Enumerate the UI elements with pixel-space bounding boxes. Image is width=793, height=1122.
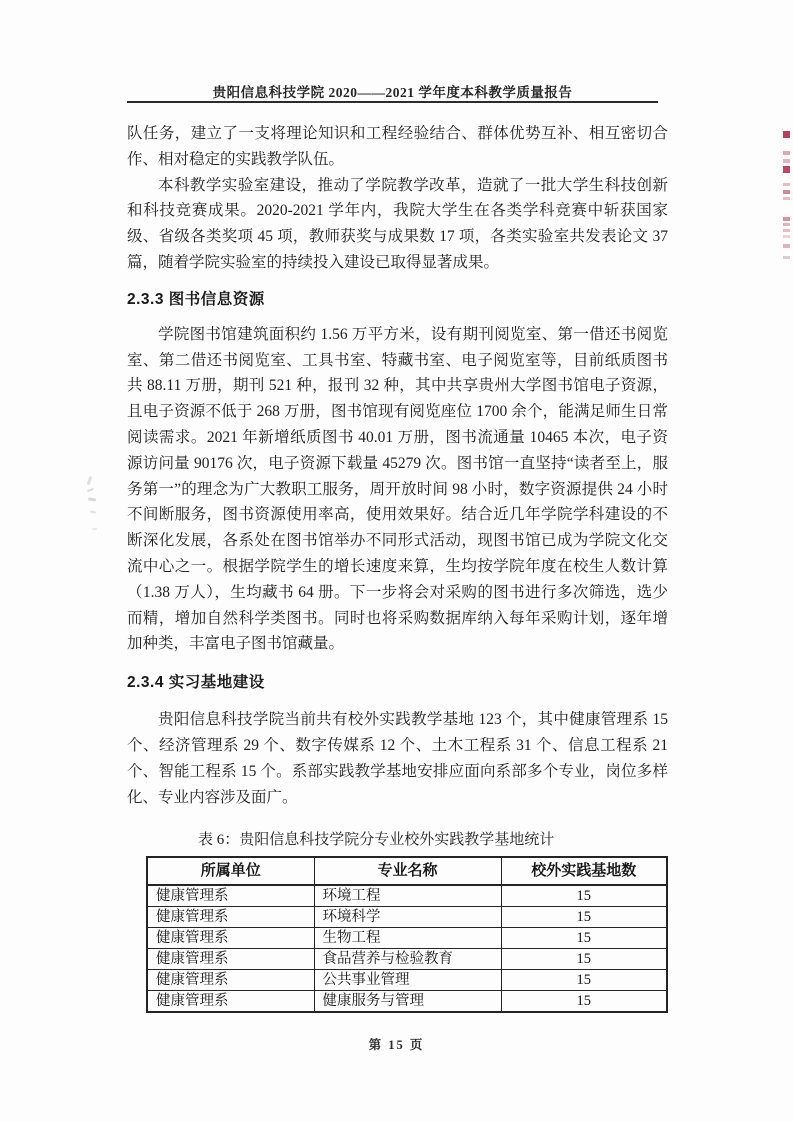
scan-artifact-red-mark [783, 223, 790, 226]
cell-unit: 健康管理系 [147, 970, 314, 991]
column-header-base-count: 校外实践基地数 [501, 857, 667, 885]
cell-base-count: 15 [501, 885, 667, 907]
scan-artifact-red-mark [783, 235, 790, 238]
practice-base-table [146, 856, 668, 1013]
paragraph-practice-bases: 贵阳信息科技学院当前共有校外实践教学基地 123 个，其中健康管理系 15 个、经济管理系 29 个、数字传媒系 12 个、土木工程系 31 个、信息工程系 21 个、智能工程系 15 个。系部实践教学基地安排应面向系部多个专业，岗位多样化、专业内容涉及面广。 [127, 711, 668, 806]
cell-unit: 健康管理系 [147, 928, 314, 949]
scan-artifact-red-mark [783, 217, 790, 221]
scan-artifact-red-mark [783, 190, 790, 194]
cell-unit: 健康管理系 [147, 991, 314, 1013]
scan-artifact-pencil-mark [92, 528, 97, 531]
cell-major: 健康服务与管理 [314, 991, 501, 1013]
cell-base-count: 15 [501, 991, 667, 1013]
scan-artifact-pencil-mark [87, 476, 93, 485]
table-header-row [147, 857, 667, 885]
scan-artifact-red-mark [783, 197, 790, 200]
cell-major: 环境科学 [314, 907, 501, 928]
cell-base-count: 15 [501, 907, 667, 928]
scan-artifact-red-mark [783, 256, 790, 259]
table-row [147, 928, 667, 949]
page-number: 第 15 页 [368, 1038, 425, 1052]
column-header-major: 专业名称 [314, 857, 501, 885]
cell-base-count: 15 [501, 949, 667, 970]
scan-artifact-red-mark [783, 166, 790, 173]
page-body [127, 121, 668, 1013]
cell-major: 公共事业管理 [314, 970, 501, 991]
scan-artifact-red-mark [783, 183, 790, 186]
table-caption: 表 6：贵阳信息科技学院分专业校外实践教学基地统计 [198, 832, 555, 849]
table-row [147, 949, 667, 970]
scan-artifact-pencil-mark [87, 488, 94, 492]
scan-artifact-pencil-mark [88, 497, 96, 501]
scan-artifact-red-mark [783, 131, 790, 138]
cell-base-count: 15 [501, 970, 667, 991]
scan-artifact-red-mark [783, 244, 790, 248]
scan-artifact-red-mark [783, 151, 790, 155]
section-heading-2-3-4: 2.3.4 实习基地建设 [127, 674, 265, 692]
header-rule [127, 101, 658, 103]
cell-major: 食品营养与检验教育 [314, 949, 501, 970]
table-row [147, 970, 667, 991]
scan-artifact-red-mark [783, 159, 790, 163]
section-heading-2-3-3: 2.3.3 图书信息资源 [127, 290, 265, 308]
running-header-title: 贵阳信息科技学院 2020——2021 学年度本科教学质量报告 [212, 85, 573, 100]
cell-major: 生物工程 [314, 928, 501, 949]
cell-base-count: 15 [501, 928, 667, 949]
paragraph-library-resources: 学院图书馆建筑面积约 1.56 万平方米，设有期刊阅览室、第一借还书阅览室、第二借还书阅览室、工具书室、特藏书室、电子阅览室等，目前纸质图书共 88.11 万册，期刊 521 种，报刊 32 种，其中共享贵州大学图书馆电子资源，且电子资源不低于 268 万册，图书馆现有阅览座位 1700 余个，能满足师生日常阅读需求。2021 年新增纸质图书 40.01 万册，图书流通量 10465 本次，电子资源访问量 90176 次，电子资源下载量 45279 次。图书馆一直坚持“读者至上，服务第一”的理念为广大教职工服务，周开放时间 98 小时，数字资源提供 24 小时不间断服务，图书资源使用率高，使用效果好。结合近几年学院学科建设的不断深化发展，各系处在图书馆举办不同形式活动，现图书馆已成为学院文化交流中心之一。根据学院学生的增长速度来算，生均按学院年度在校生人数计算（1.38 万人），生均藏书 64 册。下一步将会对采购的图书进行多次筛选，选少而精，增加自然科学类图书。同时也将采购数据库纳入每年采购计划，逐年增加种类，丰富电子图书馆藏量。 [127, 325, 668, 653]
scan-artifact-red-mark [783, 229, 790, 232]
paragraph-lab-achievements: 本科教学实验室建设，推动了学院教学改革，造就了一批大学生科技创新和科技竞赛成果。2020-2021 学年内，我院大学生在各类学科竞赛中斩获国家级、省级各类奖项 45 项，教师获奖与成果数 17 项，各类实验室共发表论文 37 篇，随着学院实验室的持续投入建设已取得显著成果。 [127, 176, 668, 271]
table-row [147, 907, 667, 928]
cell-unit: 健康管理系 [147, 907, 314, 928]
column-header-unit: 所属单位 [147, 857, 314, 885]
cell-unit: 健康管理系 [147, 949, 314, 970]
scan-artifact-pencil-mark [90, 510, 96, 513]
cell-major: 环境工程 [314, 885, 501, 907]
table-row [147, 991, 667, 1013]
cell-unit: 健康管理系 [147, 885, 314, 907]
table-row [147, 885, 667, 907]
paragraph-team-continuation: 队任务，建立了一支将理论知识和工程经验结合、群体优势互补、相互密切合作、相对稳定的实践教学队伍。 [127, 125, 668, 168]
